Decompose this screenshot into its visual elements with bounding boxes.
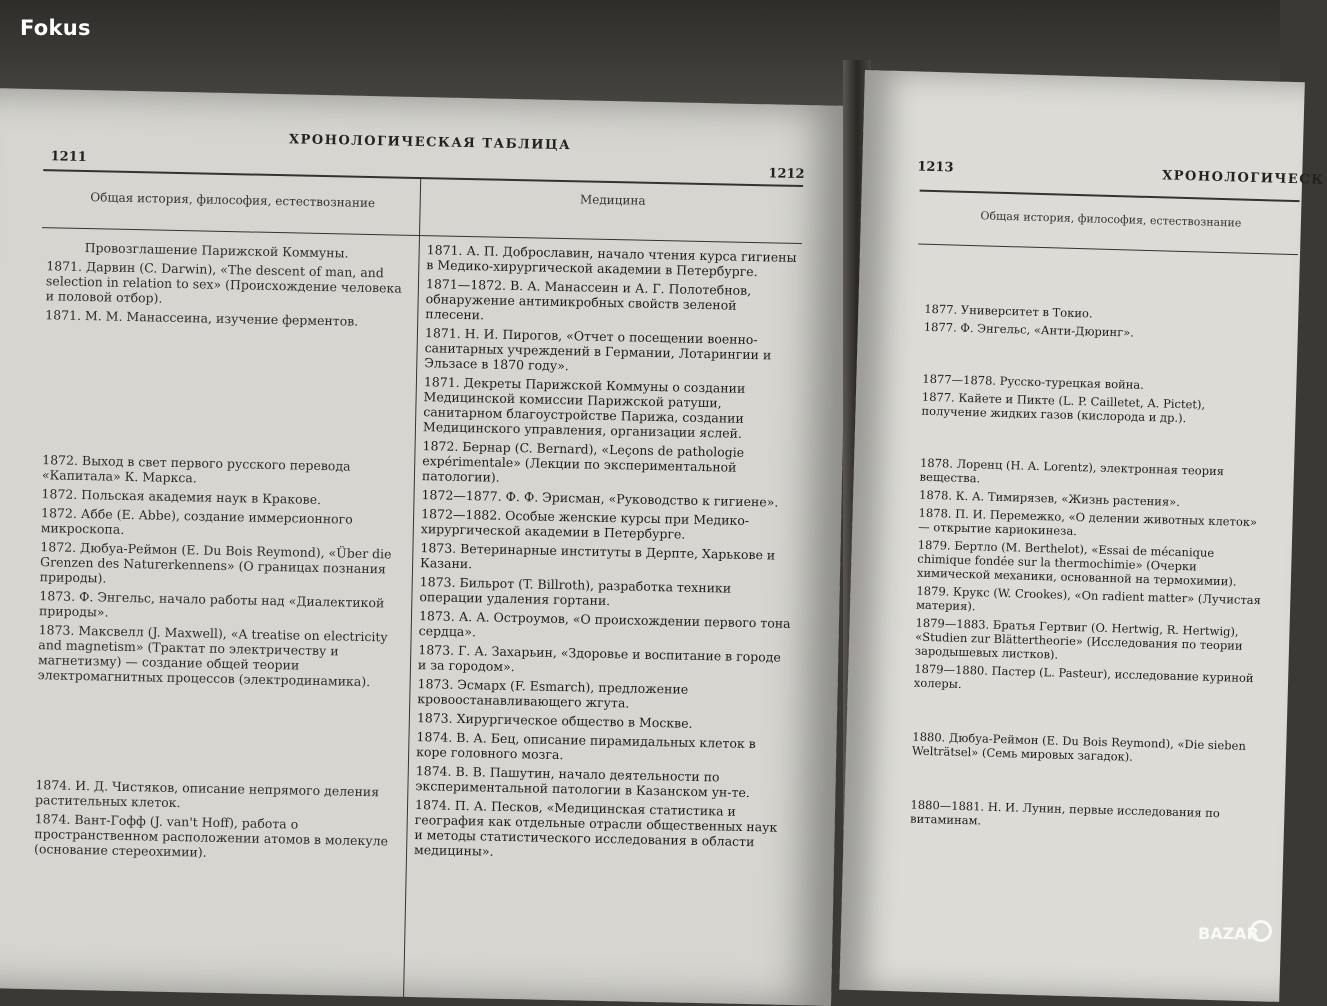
column-header-medicine: Медицина [579, 192, 646, 208]
left-page [0, 88, 850, 1006]
history-entry: 1871. М. М. Манассеина, изучение ферментов. [45, 307, 359, 329]
history-entry: 1877—1878. Русско-турецкая война. [922, 371, 1145, 392]
history-entry: 1872. Аббе (E. Abbe), создание иммерсионного микроскопа. [40, 505, 353, 537]
history-entry: 1878. Лоренц (H. A. Lorentz), электронная теория вещества. [919, 455, 1225, 486]
top-rule [920, 190, 1300, 203]
history-entry: 1872. Выход в свет первого русского перевода «Капитала» К. Маркса. [41, 452, 351, 486]
page-number-right: 1212 [768, 166, 805, 183]
watermark-text: Fokus [20, 16, 91, 40]
medicine-entry: 1873. А. А. Остроумов, «О происхождении первого тона сердца». [418, 608, 791, 640]
history-entry: 1878. К. А. Тимирязев, «Жизнь растения». [918, 487, 1181, 509]
history-entry: 1873. Максвелл (J. Maxwell), «A treatise on electricity and magnetism» (Трактат по электричеству и магнетизму) — создание общей теории электромагнитных процессов (электродинамика). [37, 622, 388, 690]
page-number-left: 1211 [50, 149, 87, 166]
history-entry: 1872. Польская академия наук в Кракове. [41, 486, 322, 508]
history-entry: 1879. Крукс (W. Crookes), «On radient matter» (Лучистая материя). [915, 583, 1262, 614]
history-entry: 1877. Университет в Токио. [924, 301, 1093, 321]
medicine-entry: 1872. Бернар (C. Bernard), «Leçons de pathologie expérimentale» (Лекции по экспериментальной патологии). [421, 438, 745, 485]
medicine-entry: 1873. Хирургическое общество в Москве. [416, 710, 693, 731]
medicine-column [414, 242, 799, 869]
history-entry: 1879. Бертло (M. Berthelot), «Essai de mécanique chimique fondée sur la thermochimie» (Очерки химической механики, основанной на термохимии). [916, 537, 1237, 589]
medicine-entry: 1871—1872. В. А. Манассеин и А. Г. Полотебнов, обнаружение антимикробных свойств зеленой плесени. [425, 276, 752, 323]
history-entry: Провозглашение Парижской Коммуны. [84, 240, 349, 261]
history-entry: 1874. Вант-Гофф (J. van't Hoff), работа о пространственном расположении атомов в молекуле (основание стереохимии). [33, 811, 389, 860]
medicine-entry: 1874. В. А. Бец, описание пирамидальных клеток в коре головного мозга. [416, 729, 756, 763]
history-entry: 1879—1880. Пастер (L. Pasteur), исследование куриной холеры. [913, 661, 1254, 691]
running-title: ХРОНОЛОГИЧЕСКАЯ ТАБЛИЦА [288, 132, 572, 154]
medicine-entry: 1873. Ветеринарные институты в Дерпте, Харькове и Казани. [419, 540, 776, 572]
history-entry: 1877. Кайете и Пикте (L. P. Cailletet, A. Pictet), получение жидких газов (кислорода и др.). [921, 389, 1206, 426]
history-entry: 1874. И. Д. Чистяков, описание непрямого деления растительных клеток. [34, 777, 380, 811]
history-entry: 1880—1881. Н. И. Лунин, первые исследования по витаминам. [909, 797, 1221, 828]
medicine-entry: 1874. П. А. Песков, «Медицинская статистика и география как отдельные отрасли общественных наук и методы статистического исследования в области медицины». [413, 797, 778, 859]
medicine-entry: 1873. Бильрот (T. Billroth), разработка техники операции удаления гортани. [419, 574, 732, 609]
history-entry: 1871. Дарвин (C. Darwin), «The descent of man, and selection in relation to sex» (Происхождение человека и половой отбор). [45, 258, 402, 306]
bazar-logo [1198, 914, 1272, 954]
history-entry: 1872. Дюбуа-Реймон (E. Du Bois Reymond), «Über die Grenzen des Naturerkennens» (О границах познания природы). [39, 539, 392, 586]
logo-text: BAZAR [1198, 924, 1259, 943]
logo-ring-icon [1250, 920, 1272, 942]
medicine-entry: 1871. А. П. Доброславин, начало чтения курса гигиены в Медико-хирургической академии в Петербурге. [426, 242, 797, 280]
column-header-history: Общая история, философия, естествознание [90, 190, 376, 211]
history-column [34, 239, 412, 868]
medicine-entry: 1874. В. В. Пашутин, начало деятельности по экспериментальной патологии в Казанском ун-те. [415, 763, 751, 801]
medicine-entry: 1871. Декреты Парижской Коммуны о создании Медицинской комиссии Парижской ратуши, санитарном благоустройстве Парижа, создании Медицинского управления, организации яслей. [422, 374, 746, 441]
medicine-entry: 1873. Эсмарх (F. Esmarch), предложение кровоостанавливающего жгута. [417, 676, 689, 711]
history-entry: 1879—1883. Братья Гертвиг (O. Hertwig, R. Hertwig), «Studien zur Blättertheorie» (Исследования по теории зародышевых листков). [914, 615, 1243, 662]
right-page [839, 70, 1325, 1002]
running-title: ХРОНОЛОГИЧЕСК [1161, 168, 1325, 188]
history-column [910, 302, 1270, 839]
page-number: 1213 [917, 159, 954, 176]
history-entry: 1873. Ф. Энгельс, начало работы над «Диалектикой природы». [38, 588, 385, 620]
top-rule [43, 169, 803, 187]
medicine-entry: 1871. Н. И. Пирогов, «Отчет о посещении военно-санитарных учреждений в Германии, Лотарингии и Эльзасе в 1870 году». [424, 325, 772, 374]
history-entry: 1877. Ф. Энгельс, «Анти-Дюринг». [923, 319, 1135, 340]
medicine-entry: 1873. Г. А. Захарьин, «Здоровье и воспитание в городе и за городом». [417, 642, 782, 675]
history-entry: 1878. П. И. Перемежко, «О делении животных клеток» — открытие кариокинеза. [918, 505, 1258, 539]
medicine-entry: 1872—1877. Ф. Ф. Эрисман, «Руководство к гигиене». [421, 487, 779, 510]
medicine-entry: 1872—1882. Особые женские курсы при Медико-хирургической академии в Петербурге. [420, 506, 750, 542]
history-entry: 1880. Дюбуа-Реймон (E. Du Bois Reymond), «Die sieben Welträtsel» (Семь мировых загадок). [911, 729, 1247, 764]
column-header-history: Общая история, философия, естествознание [980, 209, 1242, 230]
header-rule [918, 244, 1298, 256]
